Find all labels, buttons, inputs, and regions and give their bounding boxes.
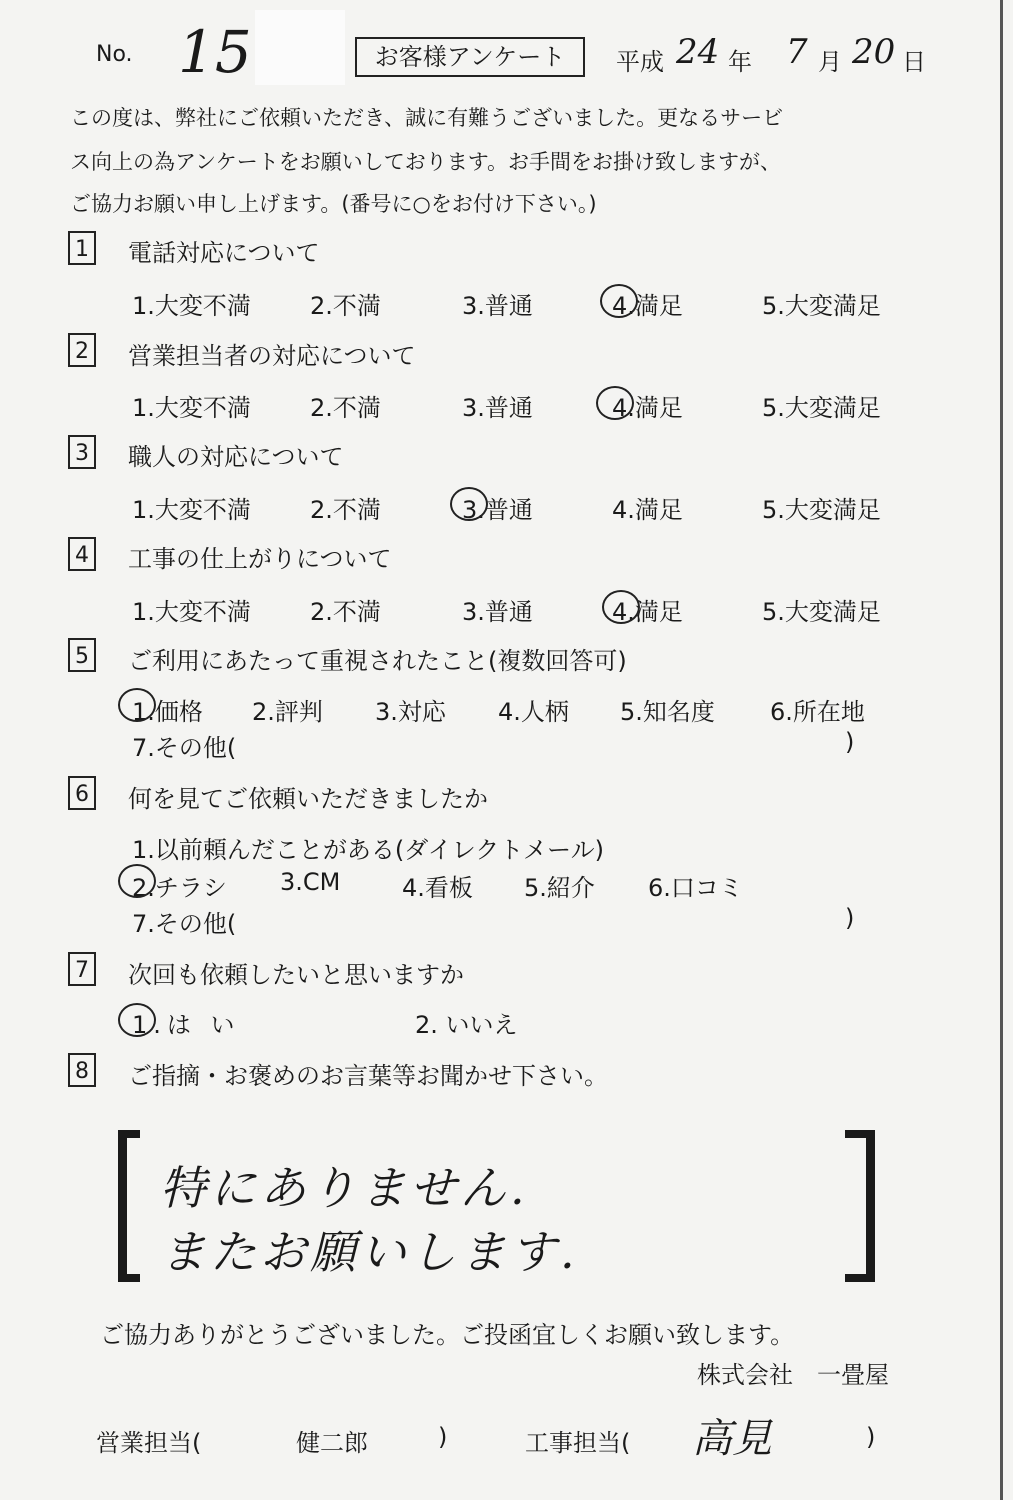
option: 4.人柄 <box>498 698 569 726</box>
intro-line: ス向上の為アンケートをお願いしております。お手間をお掛け致しますが、 <box>70 150 782 174</box>
selection-circle <box>118 864 156 898</box>
question-number: 1 <box>68 231 96 265</box>
option: 3.普通 <box>462 598 533 626</box>
option: 2.チラシ <box>132 874 227 902</box>
date-year-unit: 年 <box>728 48 752 76</box>
redacted-area <box>255 10 345 85</box>
selection-circle <box>450 487 488 521</box>
sales-name: 健二郎 <box>296 1429 368 1457</box>
page-edge <box>1000 0 1003 1500</box>
option: 5.紹介 <box>524 874 595 902</box>
option: 5.大変満足 <box>762 394 881 422</box>
option: 3.CM <box>280 868 341 896</box>
option-other: 7.その他( <box>132 734 237 762</box>
option: 3.普通 <box>462 292 533 320</box>
form-title: お客様アンケート <box>355 37 585 77</box>
question-text: ご指摘・お褒めのお言葉等お聞かせ下さい。 <box>128 1062 608 1090</box>
option: 4.満足 <box>612 394 683 422</box>
intro-line: この度は、弊社にご依頼いただき、誠に有難うございました。更なるサービ <box>70 106 784 130</box>
option: 4.満足 <box>612 292 683 320</box>
option: 2.不満 <box>310 394 381 422</box>
date-day-unit: 日 <box>902 48 926 76</box>
comment-bracket-left <box>118 1130 140 1282</box>
option-other: 7.その他( <box>132 910 237 938</box>
question-number: 5 <box>68 638 96 672</box>
comment-bracket-right <box>845 1130 875 1282</box>
selection-circle <box>602 590 640 624</box>
question-text: 次回も依頼したいと思いますか <box>128 961 464 989</box>
question-text: 何を見てご依頼いただきましたか <box>128 785 488 813</box>
selection-circle <box>118 1003 156 1037</box>
option: 3.普通 <box>462 394 533 422</box>
survey-number: 15 <box>178 18 252 86</box>
comment-line: またお願いします. <box>160 1225 579 1279</box>
option: 3.対応 <box>375 698 446 726</box>
option: 1.大変不満 <box>132 394 251 422</box>
question-text: ご利用にあたって重視されたこと(複数回答可) <box>128 647 627 675</box>
option: 2.不満 <box>310 292 381 320</box>
option: 5.大変満足 <box>762 292 881 320</box>
sales-close: ) <box>438 1423 448 1451</box>
option: 5.大変満足 <box>762 598 881 626</box>
option: 1.以前頼んだことがある(ダイレクトメール) <box>132 836 604 864</box>
question-text: 営業担当者の対応について <box>128 342 416 370</box>
selection-circle <box>596 386 634 420</box>
option: 1.大変不満 <box>132 292 251 320</box>
construction-close: ) <box>866 1423 876 1451</box>
question-text: 電話対応について <box>128 239 320 267</box>
option: 4.満足 <box>612 496 683 524</box>
intro-line: ご協力お願い申し上げます。(番号に○をお付け下さい。) <box>70 192 597 216</box>
sales-label: 営業担当( <box>96 1429 202 1457</box>
option: 1.大変不満 <box>132 496 251 524</box>
option: 3.普通 <box>462 496 533 524</box>
construction-label: 工事担当( <box>525 1429 631 1457</box>
question-number: 3 <box>68 435 96 469</box>
option: 2.評判 <box>252 698 323 726</box>
question-number: 2 <box>68 333 96 367</box>
construction-name: 高見 <box>692 1416 772 1462</box>
option: 4.満足 <box>612 598 683 626</box>
selection-circle <box>600 284 638 318</box>
number-label: No. <box>96 42 133 67</box>
option-other-close: ) <box>845 728 855 756</box>
date-year: 24 <box>676 32 720 72</box>
option: 4.看板 <box>402 874 473 902</box>
option: 5.大変満足 <box>762 496 881 524</box>
question-number: 6 <box>68 776 96 810</box>
option: 2.不満 <box>310 496 381 524</box>
question-number: 8 <box>68 1053 96 1087</box>
question-text: 職人の対応について <box>128 443 344 471</box>
option: 1.大変不満 <box>132 598 251 626</box>
option: 2.不満 <box>310 598 381 626</box>
option: 5.知名度 <box>620 698 715 726</box>
selection-circle <box>118 688 156 722</box>
date-era: 平成 <box>616 48 664 76</box>
question-number: 4 <box>68 537 96 571</box>
thanks-text: ご協力ありがとうございました。ご投函宜しくお願い致します。 <box>100 1321 795 1349</box>
date-month-unit: 月 <box>818 48 842 76</box>
question-text: 工事の仕上がりについて <box>128 545 392 573</box>
company-name: 株式会社 一畳屋 <box>697 1361 889 1389</box>
option: 2. いいえ <box>415 1011 518 1039</box>
date-day: 20 <box>852 32 896 72</box>
question-number: 7 <box>68 952 96 986</box>
option: 1.は い <box>132 1011 241 1039</box>
option: 6.口コミ <box>648 874 743 902</box>
option-other-close: ) <box>845 904 855 932</box>
option: 1.価格 <box>132 698 203 726</box>
comment-line: 特にありません. <box>160 1161 529 1215</box>
date-month: 7 <box>786 32 808 72</box>
option: 6.所在地 <box>770 698 865 726</box>
